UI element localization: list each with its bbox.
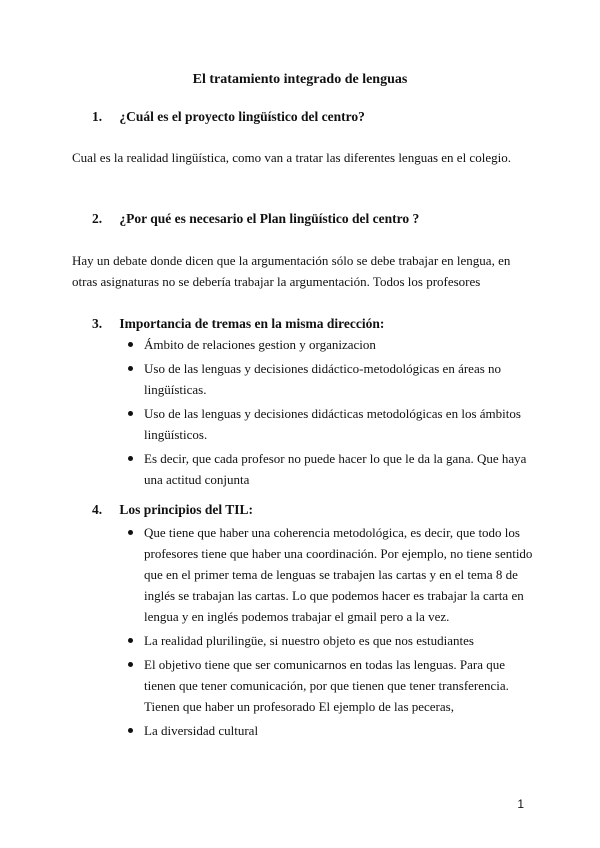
list-item: Es decir, que cada profesor no puede hacer lo que le da la gana. Que haya una actitud conjunta — [126, 448, 536, 490]
section-2-title: ¿Por qué es necesario el Plan lingüístico del centro ? — [119, 211, 420, 226]
section-4-number: 4. — [92, 502, 103, 517]
section-1-paragraph: Cual es la realidad lingüística, como van a tratar las diferentes lenguas en el colegio. — [72, 150, 511, 165]
list-item: Ámbito de relaciones gestion y organizacion — [126, 334, 536, 355]
section-3-title: Importancia de tremas en la misma dirección: — [119, 316, 385, 331]
section-4-title: Los principios del TIL: — [119, 502, 254, 517]
list-item: Uso de las lenguas y decisiones didáctico-metodológicas en áreas no lingüísticas. — [126, 358, 536, 400]
section-1-title: ¿Cuál es el proyecto lingüístico del centro? — [119, 109, 365, 124]
section-3-list — [126, 334, 536, 493]
section-1-heading — [92, 109, 365, 125]
section-2-number: 2. — [92, 211, 103, 226]
section-3-number: 3. — [92, 316, 103, 331]
section-4-list — [126, 522, 536, 744]
list-item: Uso de las lenguas y decisiones didácticas metodológicas en los ámbitos lingüísticos. — [126, 403, 536, 445]
section-3-heading — [92, 316, 384, 332]
section-2-heading — [92, 211, 419, 227]
list-item: La realidad plurilingüe, si nuestro objeto es que nos estudiantes — [126, 630, 536, 651]
list-item: Que tiene que haber una coherencia metodológica, es decir, que todo los profesores tiene que haber una coordinación. Por ejemplo, no tiene sentido que en el primer tema de lenguas se trabajen las cartas y en el tema 8 de inglés se trabajan las cartas. Lo que podemos hacer es trabajar la carta en lengua y en inglés podemos trabajar el gmail pero a la vez. — [126, 522, 536, 627]
section-1-number: 1. — [92, 109, 103, 124]
section-4-heading — [92, 502, 253, 518]
list-item: El objetivo tiene que ser comunicarnos en todas las lenguas. Para que tienen que tener comunicación, por que tienen que tener transferencia. Tienen que haber un profesorado El ejemplo de las peceras, — [126, 654, 536, 717]
list-item: La diversidad cultural — [126, 720, 536, 741]
page-title: El tratamiento integrado de lenguas — [192, 72, 408, 87]
page-number: 1 — [517, 797, 524, 811]
section-2-paragraph: Hay un debate donde dicen que la argumentación sólo se debe trabajar en lengua, en otras asignaturas no se debería trabajar la argumentación. Todos los profesores — [72, 253, 511, 289]
